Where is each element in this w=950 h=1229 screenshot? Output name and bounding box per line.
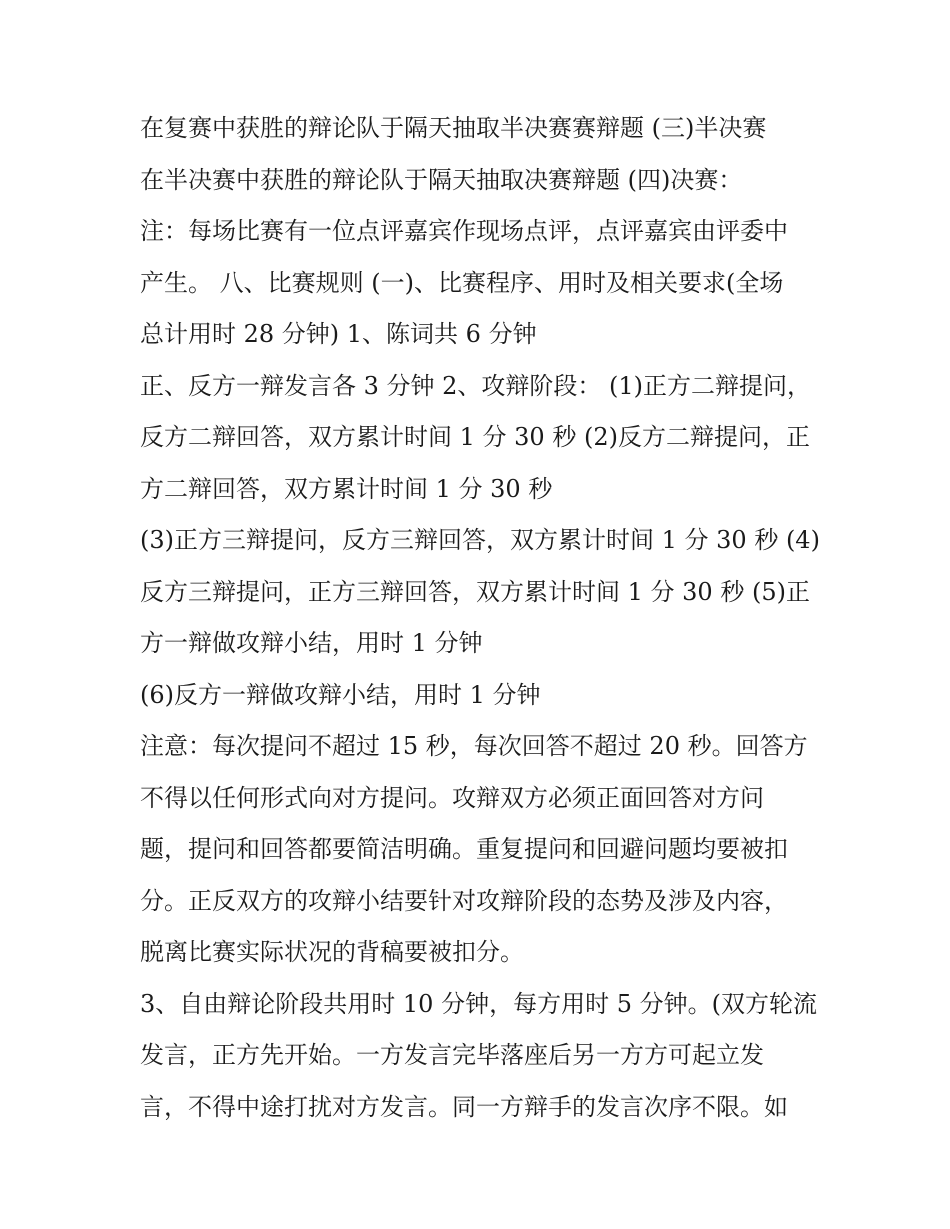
text-line: 题，提问和回答都要简洁明确。重复提问和回避问题均要被扣 (140, 835, 788, 863)
text-line: 分。正反双方的攻辩小结要针对攻辩阶段的态势及涉及内容， (140, 886, 788, 915)
text-line: 正、反方一辩发言各 3 分钟 2、攻辩阶段： (1)正方二辩提问， (140, 371, 812, 400)
text-line: (3)正方三辩提问，反方三辩回答，双方累计时间 1 分 30 秒 (4) (140, 526, 820, 554)
text-line: 反方二辩回答，双方累计时间 1 分 30 秒 (2)反方二辩提问，正 (140, 423, 810, 451)
text-line: 在半决赛中获胜的辩论队于隔天抽取决赛辩题 (四)决赛： (140, 165, 743, 194)
text-line: 方一辩做攻辩小结，用时 1 分钟 (140, 629, 483, 657)
text-line: 发言，正方先开始。一方发言完毕落座后另一方方可起立发 (140, 1041, 764, 1069)
text-line: 不得以任何形式向对方提问。攻辩双方必须正面回答对方问 (140, 783, 764, 812)
text-line: 方二辩回答，双方累计时间 1 分 30 秒 (140, 474, 553, 503)
document-body (140, 103, 820, 1133)
text-line: 注：每场比赛有一位点评嘉宾作现场点评，点评嘉宾由评委中 (140, 217, 788, 245)
text-line: 反方三辩提问，正方三辩回答，双方累计时间 1 分 30 秒 (5)正 (140, 577, 810, 606)
text-line: 注意：每次提问不超过 15 秒，每次回答不超过 20 秒。回答方 (140, 732, 808, 760)
text-line: 脱离比赛实际状况的背稿要被扣分。 (140, 938, 524, 966)
text-line: 在复赛中获胜的辩论队于隔天抽取半决赛赛辩题 (三)半决赛 (140, 114, 767, 142)
text-line: (6)反方一辩做攻辩小结，用时 1 分钟 (140, 680, 541, 709)
text-line: 产生。 八、比赛规则 (一)、比赛程序、用时及相关要求(全场 (140, 268, 784, 297)
text-line: 言，不得中途打扰对方发言。同一方辩手的发言次序不限。如 (140, 1092, 788, 1121)
text-line: 总计用时 28 分钟) 1、陈词共 6 分钟 (140, 320, 537, 348)
text-line: 3、自由辩论阶段共用时 10 分钟，每方用时 5 分钟。(双方轮流 (140, 989, 817, 1018)
